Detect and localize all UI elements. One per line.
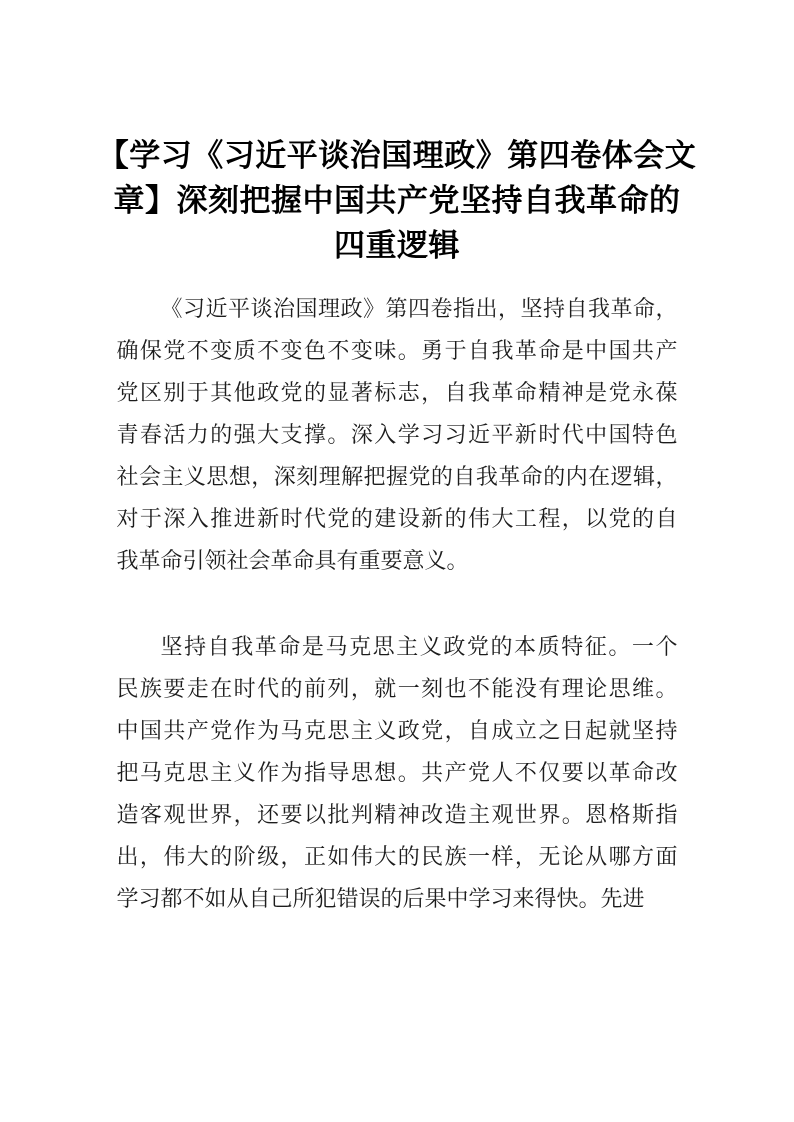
- document-title: [67, 133, 727, 268]
- text-line: 我革命引领社会革命具有重要意义。: [116, 548, 469, 573]
- text-line: 青春活力的强大支撑。深入学习习近平新时代中国特色: [116, 422, 678, 447]
- text-line: 四重逻辑: [334, 228, 460, 263]
- paragraph-1: [117, 288, 678, 582]
- paragraph-2: [117, 626, 678, 920]
- text-line: 【学习《习近平谈治国理政》第四卷体会文: [97, 138, 697, 173]
- text-line: 坚持自我革命是马克思主义政党的本质特征。一个: [160, 634, 678, 659]
- text-line: 社会主义思想，深刻理解把握党的自我革命的内在逻辑，: [116, 464, 678, 489]
- text-line: 党区别于其他政党的显著标志，自我革命精神是党永葆: [116, 380, 678, 405]
- text-line: 对于深入推进新时代党的建设新的伟大工程，以党的自: [116, 506, 678, 531]
- text-line: 确保党不变质不变色不变味。勇于自我革命是中国共产: [116, 338, 678, 363]
- text-line: 学习都不如从自己所犯错误的后果中学习来得快。先进: [116, 886, 645, 911]
- text-line: 造客观世界，还要以批判精神改造主观世界。恩格斯指: [116, 802, 678, 827]
- text-line: 出，伟大的阶级，正如伟大的民族一样，无论从哪方面: [116, 844, 678, 869]
- text-line: 《习近平谈治国理政》第四卷指出，坚持自我革命，: [160, 296, 678, 321]
- text-line: 章】深刻把握中国共产党坚持自我革命的: [113, 183, 681, 218]
- text-line: 中国共产党作为马克思主义政党，自成立之日起就坚持: [116, 718, 678, 743]
- text-line: 把马克思主义作为指导思想。共产党人不仅要以革命改: [116, 760, 678, 785]
- text-line: 民族要走在时代的前列，就一刻也不能没有理论思维。: [116, 676, 678, 701]
- document-body: [117, 288, 678, 920]
